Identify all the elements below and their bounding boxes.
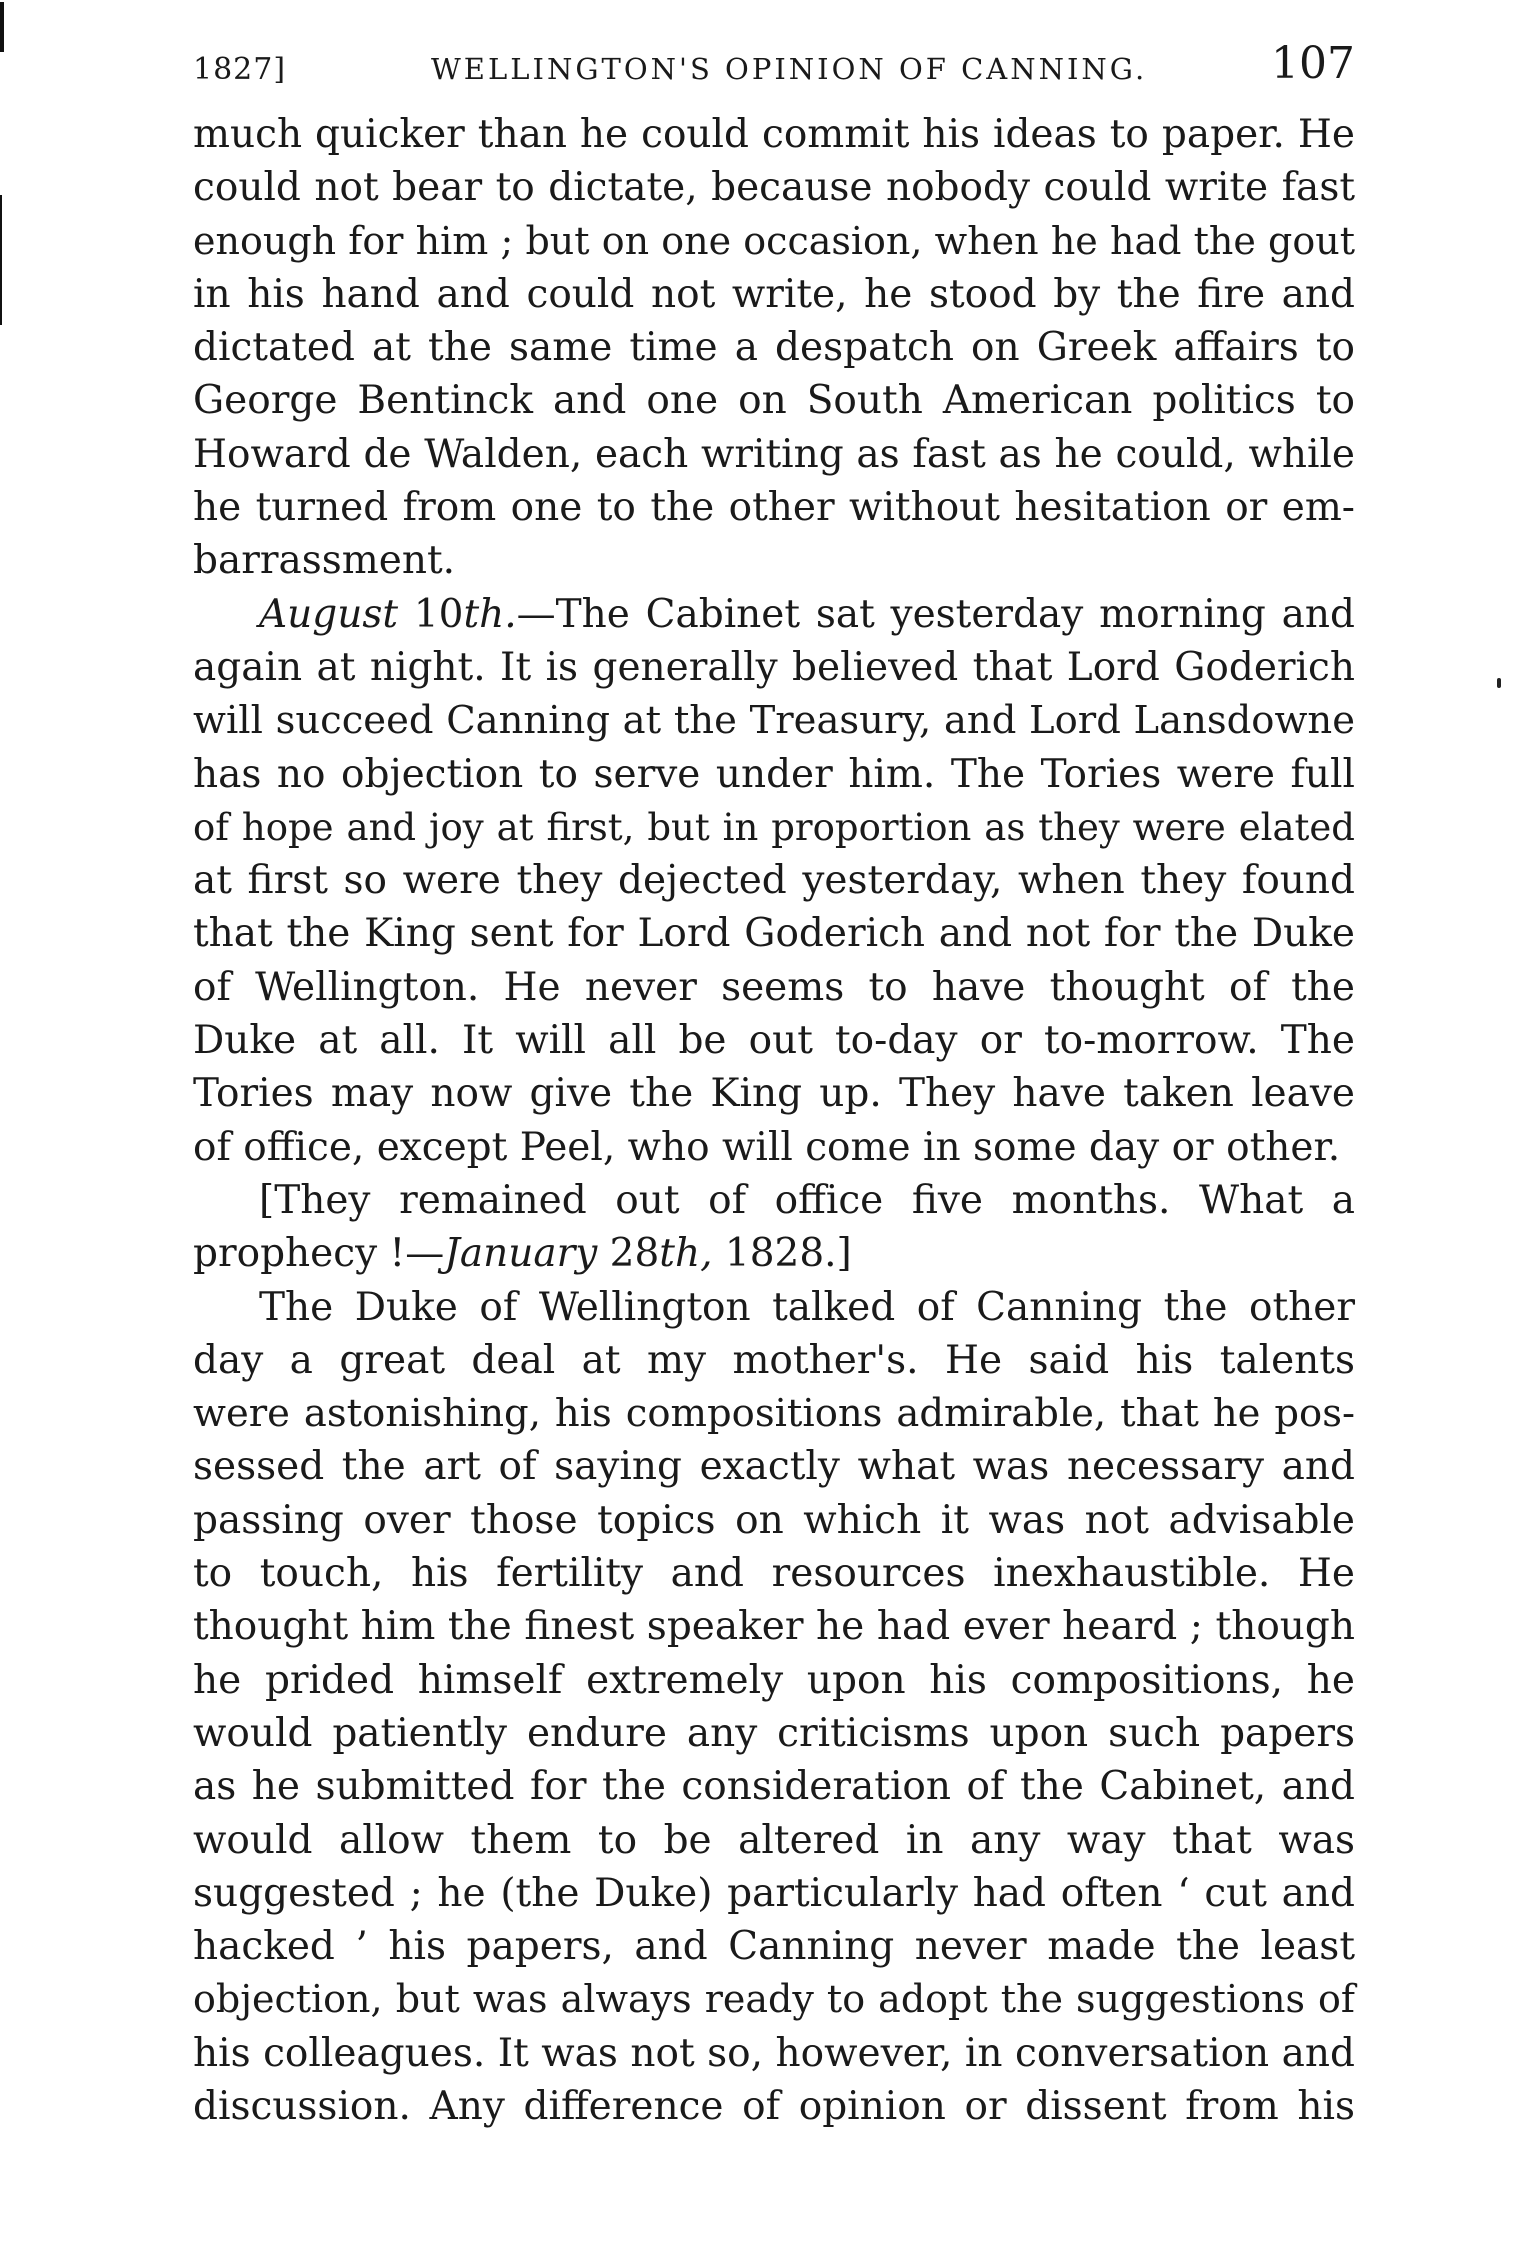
text-line (193, 321, 1355, 374)
text-segment: that the King sent for Lord Goderich and not for the Duke (193, 911, 1355, 957)
text-segment: could not bear to dictate, because nobody could write fast (193, 165, 1355, 211)
text-segment: 10 (398, 591, 464, 637)
text-segment: his colleagues. It was not so, however, in conversation and (193, 2030, 1355, 2076)
text-line (193, 1814, 1355, 1867)
text-segment: day a great deal at my mother's. He said his talents (193, 1337, 1355, 1383)
text-line (193, 428, 1355, 481)
text-segment: in his hand and could not write, he stood by the fire and (193, 271, 1355, 317)
italic-text: th. (463, 591, 517, 637)
text-line (193, 1174, 1355, 1227)
text-line (193, 907, 1355, 960)
text-line (193, 1547, 1355, 1600)
text-segment: 28 (597, 1231, 660, 1277)
text-line (193, 374, 1355, 427)
text-line (193, 534, 1355, 587)
text-segment: objection, but was always ready to adopt the suggestions of (193, 1977, 1355, 2022)
text-segment: passing over those topics on which it was not advisable (193, 1497, 1355, 1543)
text-segment: suggested ; he (the Duke) particularly had often ‘ cut and (193, 1870, 1355, 1916)
text-segment: hacked ’ his papers, and Canning never made the least (193, 1924, 1355, 1970)
text-line (193, 1920, 1355, 1973)
text-segment: of hope and joy at first, but in proportion as they were elated (193, 805, 1355, 849)
text-segment: again at night. It is generally believed that Lord Goderich (193, 644, 1355, 690)
text-line (193, 1121, 1355, 1174)
text-segment: were astonishing, his compositions admirable, that he pos- (193, 1391, 1355, 1437)
text-segment: at first so were they dejected yesterday, when they found (193, 858, 1355, 904)
text-segment: of Wellington. He never seems to have thought of the (193, 964, 1355, 1010)
italic-text: August (259, 591, 399, 637)
scan-edge-mark (0, 195, 2, 325)
text-segment: he prided himself extremely upon his compositions, he (193, 1657, 1355, 1703)
italic-text: th, (659, 1231, 713, 1277)
text-line (193, 215, 1355, 268)
text-segment: has no objection to serve under him. The Tories were full (193, 751, 1355, 797)
text-segment: barrassment. (193, 538, 456, 584)
header-year: 1827] (193, 52, 287, 87)
text-segment: sessed the art of saying exactly what was necessary and (193, 1444, 1355, 1490)
text-line (193, 694, 1355, 747)
text-segment: will succeed Canning at the Treasury, and Lord Lansdowne (193, 698, 1355, 744)
text-segment: Duke at all. It will all be out to-day or to-morrow. The (193, 1018, 1355, 1064)
text-segment: would patiently endure any criticisms upon such papers (193, 1710, 1355, 1756)
text-segment: to touch, his fertility and resources inexhaustible. He (193, 1551, 1355, 1597)
text-line (193, 1334, 1355, 1387)
page-number: 107 (1271, 38, 1355, 89)
text-segment: discussion. Any difference of opinion or dissent from his (193, 2083, 1355, 2129)
text-line (193, 2080, 1355, 2133)
text-line (193, 1227, 1355, 1280)
text-line (193, 1281, 1355, 1334)
text-segment: as he submitted for the consideration of the Cabinet, and (193, 1764, 1355, 1810)
text-line (193, 1654, 1355, 1707)
ink-speck (1497, 678, 1501, 688)
text-line (193, 108, 1355, 161)
text-segment: The Duke of Wellington talked of Canning the other (259, 1284, 1355, 1330)
text-line (193, 1067, 1355, 1120)
text-segment: 1828.] (712, 1231, 852, 1277)
text-segment: would allow them to be altered in any way that was (193, 1817, 1355, 1863)
text-segment: of office, except Peel, who will come in some day or other. (193, 1124, 1341, 1170)
text-segment: Tories may now give the King up. They have taken leave (193, 1071, 1355, 1117)
text-line (193, 1014, 1355, 1067)
text-line (193, 1387, 1355, 1440)
text-line (193, 748, 1355, 801)
body-text (193, 108, 1355, 2133)
text-segment: enough for him ; but on one occasion, when he had the gout (193, 218, 1355, 263)
text-segment: Howard de Walden, each writing as fast as he could, while (193, 431, 1355, 477)
text-line (193, 641, 1355, 694)
text-segment: much quicker than he could commit his ideas to paper. He (193, 112, 1355, 157)
text-line (193, 1600, 1355, 1653)
text-line (193, 481, 1355, 534)
text-segment: he turned from one to the other without hesitation or em- (193, 485, 1355, 531)
italic-text: January (444, 1231, 598, 1277)
text-line (193, 1867, 1355, 1920)
text-segment: [They remained out of office five months. What a (259, 1177, 1355, 1223)
text-line (193, 161, 1355, 214)
running-header (193, 38, 1355, 98)
text-segment: George Bentinck and one on South American politics to (193, 378, 1355, 424)
text-line (193, 1494, 1355, 1547)
scan-edge-mark (0, 2, 4, 52)
text-line (193, 1440, 1355, 1493)
running-title: WELLINGTON'S OPINION OF CANNING. (431, 52, 1148, 86)
text-line (193, 854, 1355, 907)
text-segment: prophecy !— (193, 1231, 445, 1277)
text-line (193, 1973, 1355, 2026)
text-segment: dictated at the same time a despatch on Greek affairs to (193, 325, 1355, 371)
text-line (193, 1707, 1355, 1760)
text-segment: thought him the finest speaker he had ever heard ; though (193, 1604, 1355, 1650)
text-line (193, 1760, 1355, 1813)
text-segment: —The Cabinet sat yesterday morning and (516, 591, 1355, 637)
text-line (193, 801, 1355, 854)
text-line (193, 2027, 1355, 2080)
text-line (193, 588, 1355, 641)
text-line (193, 961, 1355, 1014)
text-line (193, 268, 1355, 321)
